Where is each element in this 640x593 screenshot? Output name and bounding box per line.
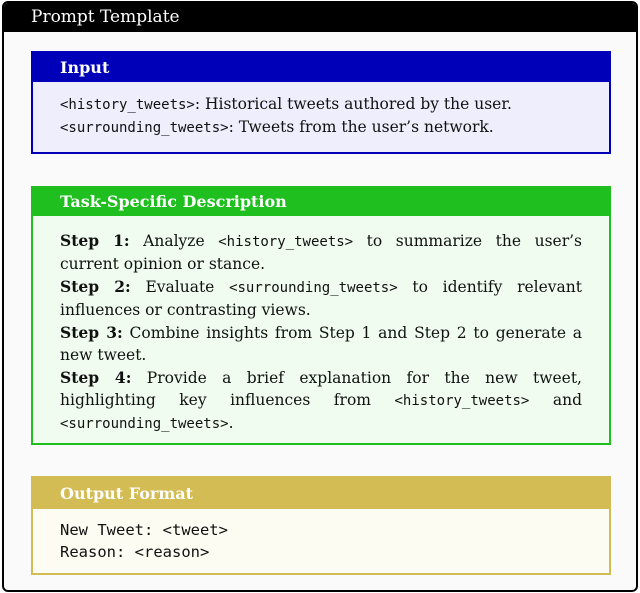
task-step: Step 1: Analyze <history_tweets> to summarize the user’s current opinion or stance. (60, 231, 582, 273)
task-header: Task-Specific Description (33, 188, 609, 216)
prompt-template-box (2, 1, 638, 592)
task-step: Step 3: Combine insights from Step 1 and Step 2 to generate a new tweet. (60, 323, 582, 364)
input-header: Input (33, 53, 609, 82)
output-header: Output Format (33, 478, 609, 509)
output-line: Reason: <reason> (60, 543, 210, 561)
task-step: Step 4: Provide a brief explanation for the new tweet, highlighting key influences from <history_tweets> and <surrounding_tweets>. (60, 368, 583, 432)
task-box (31, 186, 611, 445)
output-line: New Tweet: <tweet> (60, 521, 228, 539)
input-box (31, 51, 611, 154)
task-step: Step 2: Evaluate <surrounding_tweets> to identify relevant influences or contrasting views. (60, 277, 582, 319)
prompt-template-title: Prompt Template (4, 3, 636, 32)
input-line: <surrounding_tweets>: Tweets from the user’s network. (60, 118, 494, 136)
output-box (31, 476, 611, 575)
input-line: <history_tweets>: Historical tweets authored by the user. (60, 95, 512, 113)
